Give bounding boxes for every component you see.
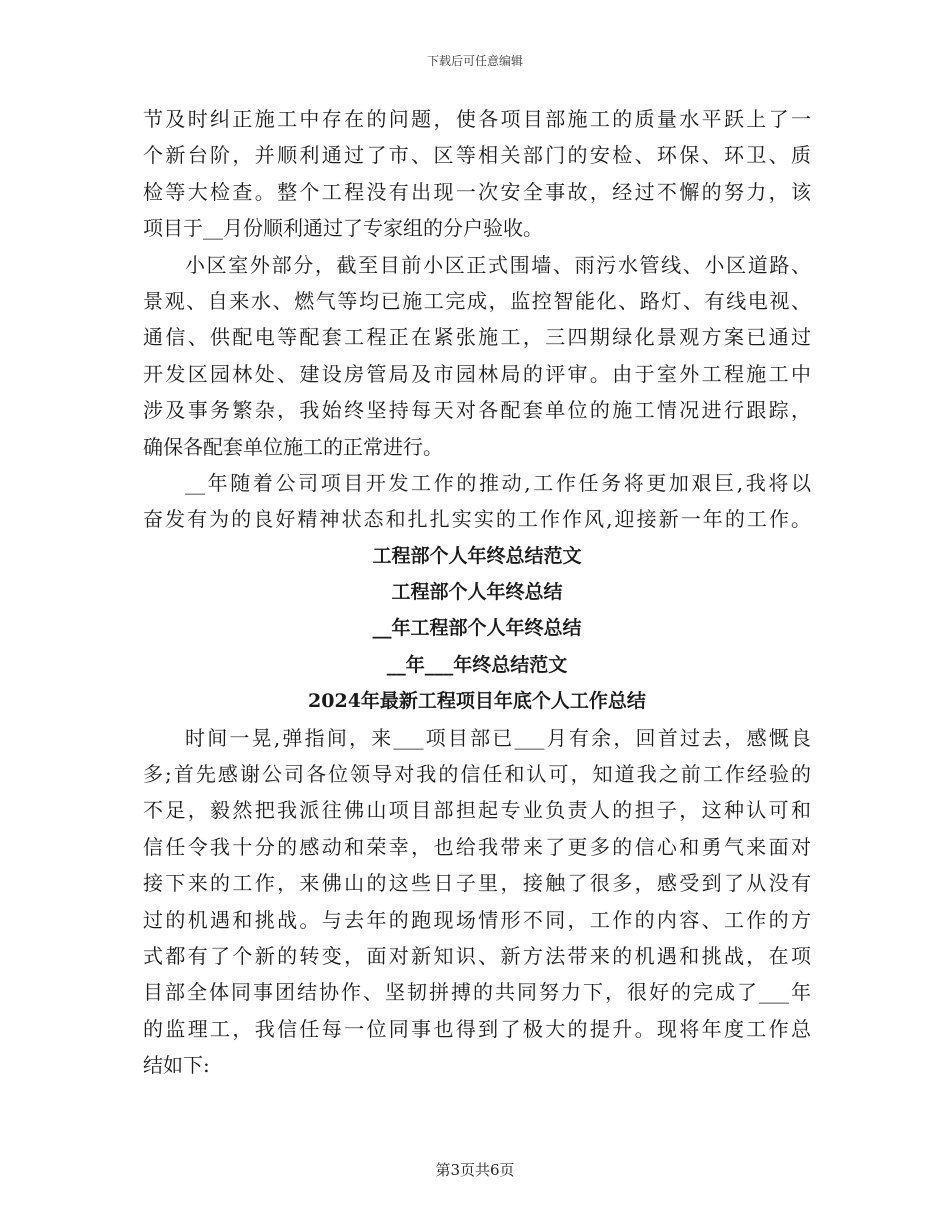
paragraph-line: 检等大检查。整个工程没有出现一次安全事故，经过不懈的努力，该 bbox=[143, 179, 811, 204]
paragraph-line: 信任令我十分的感动和荣幸，也给我带来了更多的信心和勇气来面对 bbox=[143, 834, 811, 859]
paragraph-line: __年随着公司项目开发工作的推动,工作任务将更加艰巨,我将以 bbox=[185, 470, 811, 495]
paragraph-line: 个新台阶，并顺利通过了市、区等相关部门的安检、环保、环卫、质 bbox=[143, 143, 811, 168]
paragraph-line: 式都有了个新的转变，面对新知识、新方法带来的机遇和挑战，在项 bbox=[143, 943, 811, 968]
document-body bbox=[143, 101, 811, 1084]
paragraph-line: 结如下: bbox=[143, 1053, 210, 1078]
paragraph-line: 目部全体同事团结协作、坚韧拼搏的共同努力下，很好的完成了___年 bbox=[143, 980, 811, 1005]
paragraph-line: 奋发有为的良好精神状态和扎扎实实的工作作风,迎接新一年的工作。 bbox=[143, 507, 811, 532]
paragraph-line: 多;首先感谢公司各位领导对我的信任和认可，知道我之前工作经验的 bbox=[143, 762, 811, 787]
section-heading: 工程部个人年终总结范文 bbox=[372, 544, 582, 567]
page-footer: 第3页共6页 bbox=[435, 1161, 515, 1179]
paragraph-line: 景观、自来水、燃气等均已施工完成，监控智能化、路灯、有线电视、 bbox=[143, 288, 811, 313]
section-heading: __年___年终总结范文 bbox=[386, 653, 568, 676]
paragraph-line: 过的机遇和挑战。与去年的跑现场情形不同，工作的内容、工作的方 bbox=[143, 907, 811, 932]
document-title: 2024年最新工程项目年底个人工作总结 bbox=[308, 690, 646, 713]
page-header: 下载后可任意编辑 bbox=[426, 54, 523, 68]
section-heading: 工程部个人年终总结 bbox=[391, 581, 563, 604]
paragraph-line: 接下来的工作，来佛山的这些日子里，接触了很多，感受到了从没有 bbox=[143, 871, 811, 896]
paragraph-line: 确保各配套单位施工的正常进行。 bbox=[143, 434, 443, 459]
paragraph-line: 项目于__月份顺利通过了专家组的分户验收。 bbox=[143, 216, 543, 241]
paragraph-line: 通信、供配电等配套工程正在紧张施工，三四期绿化景观方案已通过 bbox=[143, 325, 811, 350]
section-heading: __年工程部个人年终总结 bbox=[372, 617, 582, 640]
paragraph-line: 涉及事务繁杂，我始终坚持每天对各配套单位的施工情况进行跟踪， bbox=[143, 398, 811, 423]
paragraph-line: 节及时纠正施工中存在的问题，使各项目部施工的质量水平跃上了一 bbox=[143, 107, 811, 131]
paragraph-line: 的监理工，我信任每一位同事也得到了极大的提升。现将年度工作总 bbox=[143, 1016, 811, 1041]
paragraph-line: 不足，毅然把我派往佛山项目部担起专业负责人的担子，这种认可和 bbox=[143, 798, 811, 823]
paragraph-line: 小区室外部分，截至目前小区正式围墙、雨污水管线、小区道路、 bbox=[185, 252, 811, 277]
paragraph-line: 开发区园林处、建设房管局及市园林局的评审。由于室外工程施工中 bbox=[143, 361, 811, 386]
paragraph-line: 时间一晃,弹指间，来___项目部已___月有余，回首过去，感慨良 bbox=[185, 725, 811, 750]
